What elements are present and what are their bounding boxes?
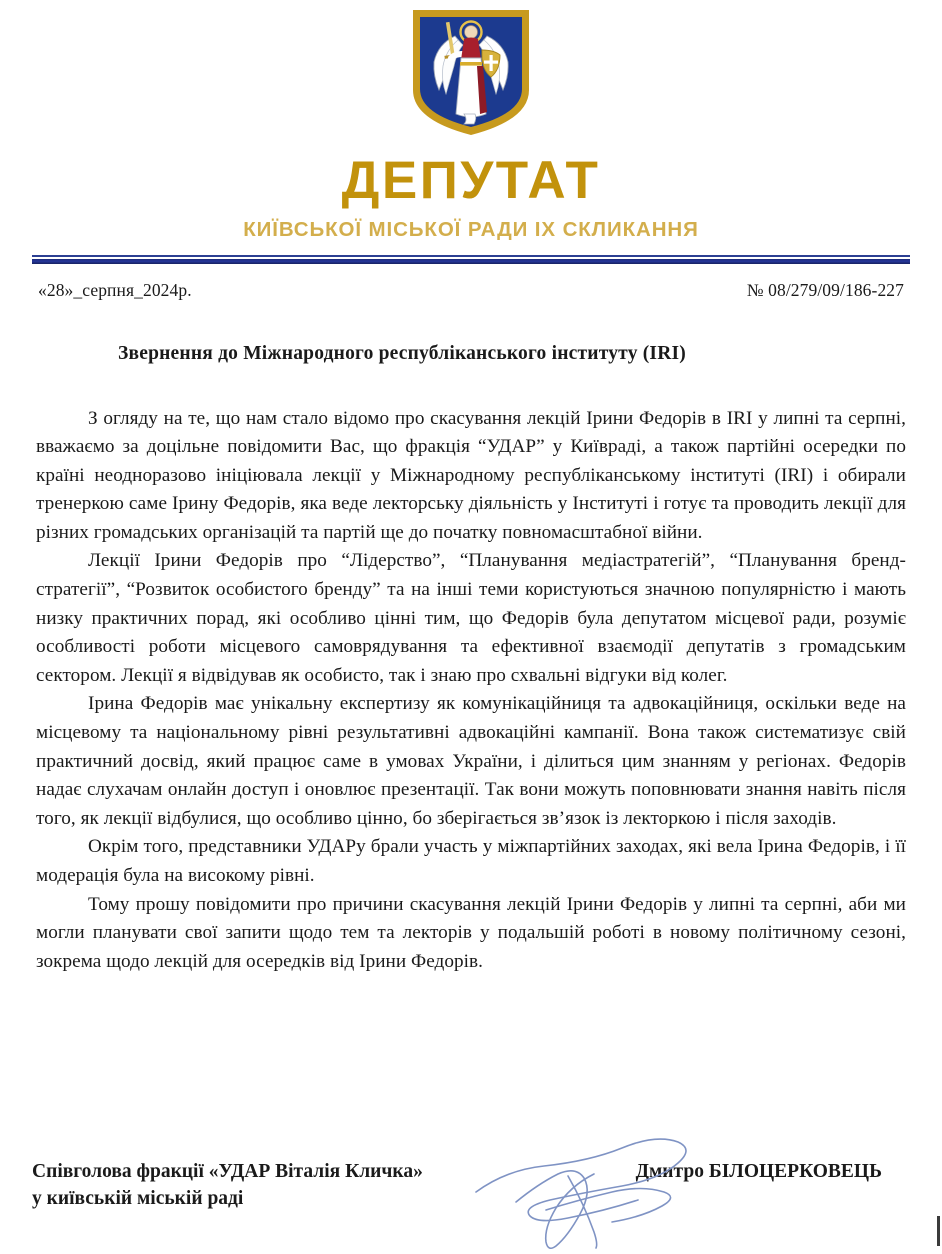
body-paragraph: Лекції Ірини Федорів про “Лідерство”, “Планування медіастратегій”, “Планування бренд-стратегії”, “Розвиток особистого бренду” та на інші теми користуються значною популярністю і мають низку практичних порад, які особливо цінні тим, що Федорів була депутатом місцевої ради, розуміє особливості роботи місцевого самоврядування та ефективної взаємодії депутатів з громадським сектором. Лекції я відвідував як особисто, так і знаю про схвальні відгуки від колег. xyxy=(36,550,906,686)
signer-role xyxy=(32,1158,423,1212)
document-body xyxy=(36,405,906,977)
document-meta xyxy=(38,280,904,301)
signature-block xyxy=(32,1158,910,1212)
divider-thick-rule xyxy=(32,259,910,264)
document-subject: Звернення до Міжнародного республіканського інституту (IRI) xyxy=(118,342,686,364)
document-date: «28»_серпня_2024р. xyxy=(38,279,192,300)
signer-role-line-1: Співголова фракції «УДАР Віталія Кличка» xyxy=(32,1161,423,1182)
body-paragraph: Окрім того, представники УДАРу брали участь у міжпартійних заходах, які вела Ірина Федорів, і її модерація була на високому рівні. xyxy=(36,836,906,886)
page-subtitle: КИЇВСЬКОЇ МІСЬКОЇ РАДИ IX СКЛИКАННЯ xyxy=(243,218,699,241)
body-paragraph: Тому прошу повідомити про причини скасування лекцій Ірини Федорів у липні та серпні, аби ми могли планувати свої запити щодо тем та лекторів у подальшій роботі в новому політичному сезоні, зокрема щодо лекцій для осередків від Ірини Федорів. xyxy=(36,893,906,972)
scan-edge-artifact xyxy=(937,1216,940,1246)
letterhead xyxy=(0,0,942,241)
kyiv-coat-of-arms-emblem xyxy=(408,6,534,138)
signer-role-line-2: у київській міській раді xyxy=(32,1188,244,1209)
signer-name: Дмитро БІЛОЦЕРКОВЕЦЬ xyxy=(635,1161,882,1182)
body-paragraph: Ірина Федорів має унікальну експертизу як комунікаційниця та адвокаційниця, оскільки веде на місцевому та національному рівні результативні адвокаційні кампанії. Вона також систематизує свій практичний досвід, який працює саме в умовах України, і ділиться цим знанням у регіонах. Федорів надає слухачам онлайн доступ і оновлює презентації. Так вони можуть поповнювати знання навіть після того, як лекції відбулися, що особливо цінно, бо зберігається зв’язок із лекторкою і після заходів. xyxy=(36,693,906,829)
page-title: ДЕПУТАТ xyxy=(341,151,601,210)
document-reference-number: № 08/279/09/186-227 xyxy=(746,279,904,300)
body-paragraph: З огляду на те, що нам стало відомо про скасування лекцій Ірини Федорів в IRI у липні та серпні, вважаємо за доцільне повідомити Вас, що фракція “УДАР” у Київраді, а також партійні осередки по країні неодноразово ініціювала лекції у Міжнародному республіканському інституті (IRI) і обирали тренеркою саме Ірину Федорів, яка веде лекторську діяльність у Інституті і готує та проводить лекції для різних громадських організацій та партій ще до початку повномасштабної війни. xyxy=(36,407,906,543)
handwritten-signature-icon xyxy=(472,1130,772,1250)
divider-thin-rule xyxy=(32,255,910,257)
header-divider xyxy=(32,255,910,264)
